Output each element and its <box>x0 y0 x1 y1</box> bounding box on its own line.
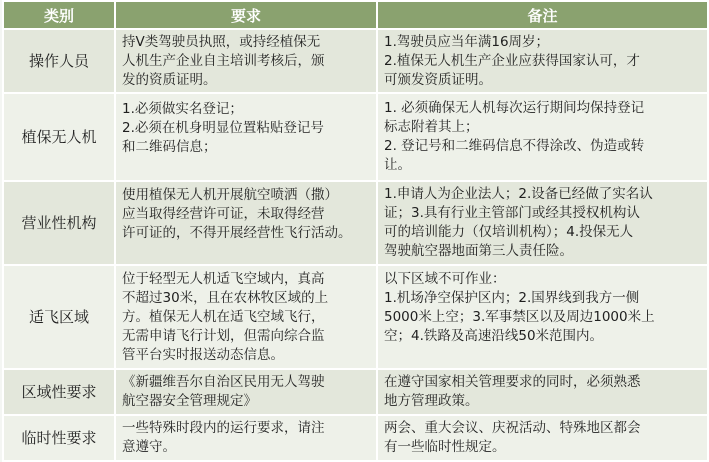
note-line: 地方管理政策。 <box>384 393 479 409</box>
requirement-line: 发的资质证明。 <box>122 71 217 88</box>
requirement-line: 应当取得经营许可证，未取得经营 <box>122 206 325 222</box>
row-requirement <box>115 369 377 415</box>
note-line: 在遵守国家相关管理要求的同时，必须熟悉 <box>384 374 641 390</box>
note-line: 5000米上空；3.军事禁区以及周边1000米上 <box>384 309 655 325</box>
requirement-line: 一些特殊时段内的运行要求，请注 <box>122 420 325 436</box>
note-line: 空；4.铁路及高速沿线50米范围内。 <box>384 328 604 344</box>
requirement-line: 位于轻型无人机适飞空域内，真高 <box>122 270 325 287</box>
note-line: 让。 <box>384 157 411 173</box>
requirement-line: 1.必须做实名登记； <box>122 101 243 117</box>
table-row <box>3 29 708 93</box>
row-note <box>377 265 708 369</box>
row-category: 操作人员 <box>3 29 115 93</box>
row-category: 临时性要求 <box>3 415 115 461</box>
requirement-line: 人机生产企业自主培训考核后，颁 <box>122 52 325 69</box>
row-category: 区域性要求 <box>3 369 115 415</box>
row-requirement <box>115 415 377 461</box>
requirement-line: 2.必须在机身明显位置粘贴登记号 <box>122 120 324 136</box>
note-line: 两会、重大会议、庆祝活动、特殊地区都会 <box>384 420 641 436</box>
header-requirement: 要求 <box>115 1 377 29</box>
row-category: 营业性机构 <box>3 181 115 265</box>
note-line: 可颁发资质证明。 <box>384 71 492 88</box>
row-note <box>377 29 708 93</box>
requirement-line: 无需申请飞行计划，但需向综合监 <box>122 327 325 344</box>
requirement-line: 航空器安全管理规定》 <box>122 393 257 409</box>
requirement-line: 意遵守。 <box>122 439 176 455</box>
header-category: 类别 <box>3 1 115 29</box>
note-line: 1.申请人为企业法人；2.设备已经做了实名认 <box>384 186 653 202</box>
requirement-line: 使用植保无人机开展航空喷洒（撒） <box>122 187 338 203</box>
table-row <box>3 93 708 181</box>
row-note <box>377 415 708 461</box>
requirement-line: 《新疆维吾尔自治区民用无人驾驶 <box>122 374 325 390</box>
regulation-table <box>2 0 709 462</box>
table-header-row <box>3 1 708 29</box>
note-line: 1. 必须确保无人机每次运行期间均保持登记 <box>384 100 645 116</box>
requirement-line: 管平台实时报送动态信息。 <box>122 346 284 363</box>
row-requirement <box>115 29 377 93</box>
row-requirement <box>115 181 377 265</box>
requirement-line: 和二维码信息； <box>122 139 217 155</box>
table-row <box>3 181 708 265</box>
note-line: 2.植保无人机生产企业应获得国家认可，才 <box>384 52 640 69</box>
requirement-line: 许可证的，不得开展经营性飞行活动。 <box>122 225 352 241</box>
note-line: 有一些临时性规定。 <box>384 439 506 455</box>
note-line: 2. 登记号和二维码信息不得涂改、伪造或转 <box>384 138 645 154</box>
note-line: 1.机场净空保护区内；2.国界线到我方一侧 <box>384 290 640 306</box>
row-note <box>377 369 708 415</box>
requirement-line: 持Ⅴ类驾驶员执照，或持经植保无 <box>122 33 321 50</box>
note-line: 以下区域不可作业： <box>384 271 506 287</box>
row-category: 植保无人机 <box>3 93 115 181</box>
note-line: 可的培训能力（仅培训机构）；4.投保无人 <box>384 224 634 240</box>
table-row <box>3 415 708 461</box>
row-requirement <box>115 265 377 369</box>
note-line: 1.驾驶员应当年满16周岁； <box>384 33 550 50</box>
row-category: 适飞区域 <box>3 265 115 369</box>
header-note: 备注 <box>377 1 708 29</box>
row-requirement <box>115 93 377 181</box>
note-line: 证；3.具有行业主管部门或经其授权机构认 <box>384 205 640 221</box>
table-row <box>3 265 708 369</box>
requirement-line: 方。植保无人机在适飞空域飞行， <box>122 308 325 325</box>
table-row <box>3 369 708 415</box>
note-line: 驾驶航空器地面第三人责任险。 <box>384 243 573 259</box>
requirement-line: 不超过30米，且在农林牧区域的上 <box>122 289 329 306</box>
row-note <box>377 93 708 181</box>
row-note <box>377 181 708 265</box>
note-line: 标志附着其上； <box>384 119 479 135</box>
